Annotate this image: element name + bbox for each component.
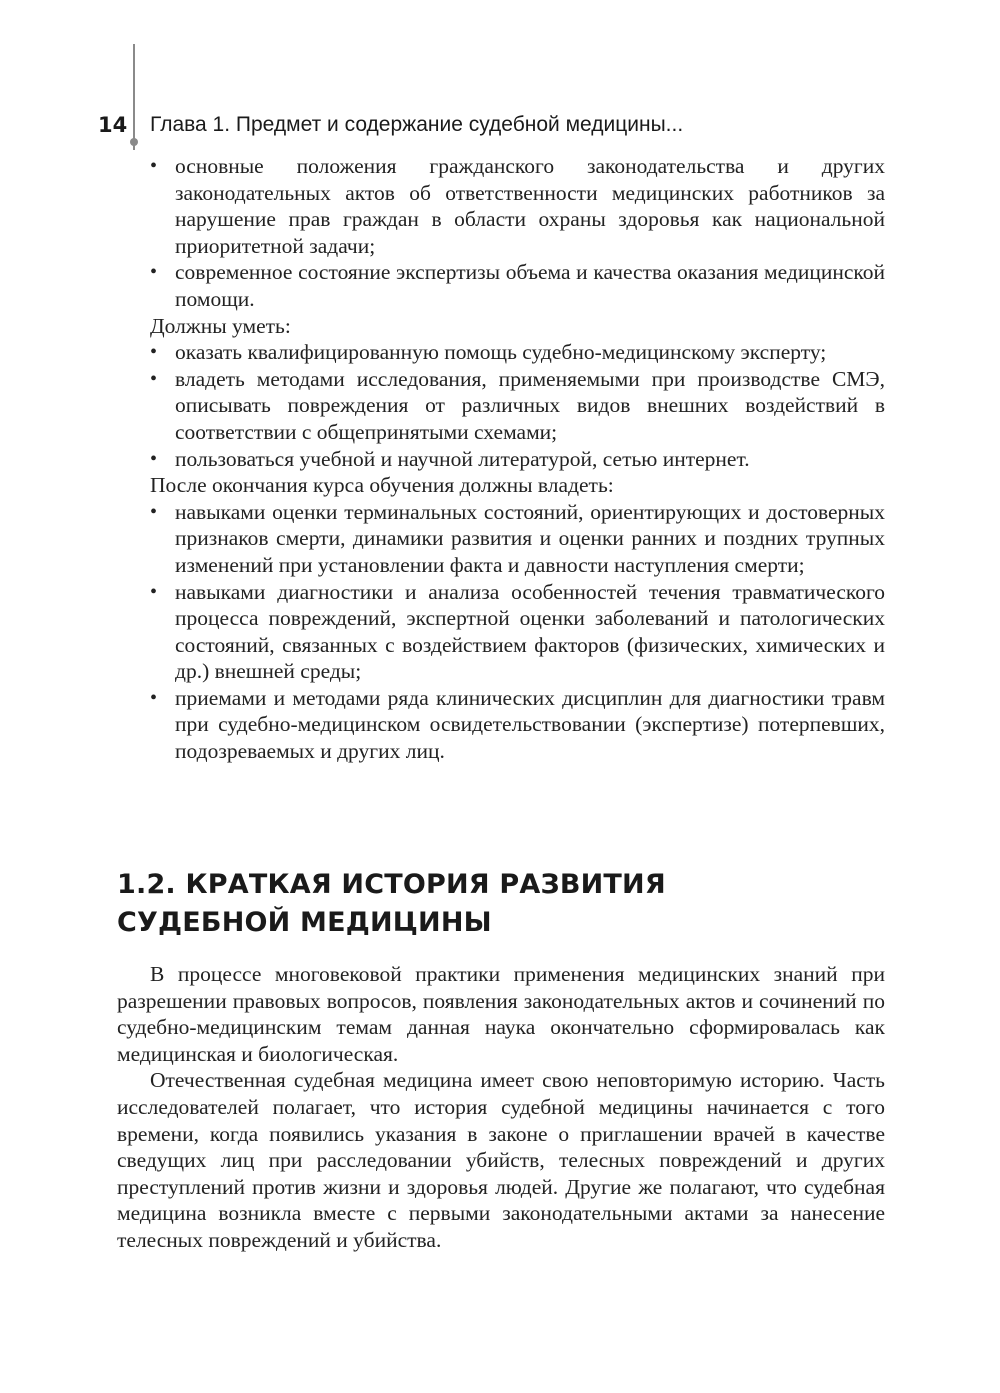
list-item-text: владеть методами исследования, применяемыми при производстве СМЭ, описывать повреждения от различных видов внешних воздействий в соответствии с общепринятыми схемами; bbox=[175, 366, 885, 444]
master-lead: После окончания курса обучения должны владеть: bbox=[150, 473, 614, 498]
list-item bbox=[150, 259, 885, 312]
list-item bbox=[150, 579, 885, 685]
section-heading bbox=[117, 866, 897, 942]
list-item bbox=[150, 499, 885, 579]
list-item bbox=[150, 153, 885, 259]
list-item-text: навыками оценки терминальных состояний, ориентирующих и достоверных признаков смерти, динамики развития и оценки ранних и поздних трупных изменений при установлении факта и давности наступления смерти; bbox=[175, 499, 885, 577]
section-heading-line-2: СУДЕБНОЙ МЕДИЦИНЫ bbox=[117, 907, 492, 938]
list-item-text: оказать квалифицированную помощь судебно-медицинскому эксперту; bbox=[175, 340, 827, 365]
list-item bbox=[150, 366, 885, 446]
paragraph: Отечественная судебная медицина имеет свою неповторимую историю. Часть исследователей полагает, что история судебной медицины начинается с того времени, когда появились указания в законе о приглашении врачей в качестве сведущих лиц при расследовании убийств, телесных повреждений и других преступлений против жизни и здоровья людей. Другие же полагают, что судебная медицина возникла вместе с первыми законодательными актами за нанесение телесных повреждений и убийства. bbox=[117, 1068, 885, 1252]
running-header-rule-dot bbox=[130, 138, 138, 146]
bullet-icon: • bbox=[150, 580, 158, 603]
skills-list bbox=[150, 339, 885, 472]
page-number: 14 bbox=[98, 113, 128, 137]
list-item-text: приемами и методами ряда клинических дисциплин для диагностики травм при судебно-медицинском освидетельствовании (экспертизе) потерпевших, подозреваемых и других лиц. bbox=[175, 685, 885, 764]
bullet-icon: • bbox=[150, 686, 158, 709]
list-item-text: основные положения гражданского законодательства и других законодательных актов об ответственности медицинских работников за нарушение прав граждан в области охраны здоровья как национальной приоритетной задачи; bbox=[175, 154, 885, 258]
bullet-icon: • bbox=[150, 367, 158, 390]
list-item-text: современное состояние экспертизы объема и качества оказания медицинской помощи. bbox=[175, 260, 885, 311]
section-heading-line-1: 1.2. КРАТКАЯ ИСТОРИЯ РАЗВИТИЯ bbox=[117, 869, 666, 900]
paragraph: В процессе многовековой практики применения медицинских знаний при разрешении правовых вопросов, появления законодательных актов и сочинений по судебно-медицинским темам данная наука окончательно сформировалась как медицинская и биологическая. bbox=[117, 962, 885, 1066]
bullet-icon: • bbox=[150, 155, 158, 177]
list-item bbox=[150, 685, 885, 765]
list-item bbox=[150, 446, 885, 473]
running-title: Глава 1. Предмет и содержание судебной медицины... bbox=[150, 113, 684, 136]
running-header-rule bbox=[133, 44, 135, 150]
know-list bbox=[150, 153, 885, 313]
bullet-icon: • bbox=[150, 261, 158, 284]
skills-lead: Должны уметь: bbox=[150, 313, 291, 338]
competencies-block bbox=[150, 153, 885, 765]
bullet-icon: • bbox=[150, 500, 158, 523]
bullet-icon: • bbox=[150, 447, 158, 470]
bullet-icon: • bbox=[150, 341, 158, 364]
list-item-text: навыками диагностики и анализа особенностей течения травматического процесса повреждений, экспертной оценки заболеваний и патологических состояний, связанных с воздействием факторов (физических, химических и др.) внешней среды; bbox=[175, 579, 885, 684]
list-item bbox=[150, 339, 885, 366]
list-item-text: пользоваться учебной и научной литературой, сетью интернет. bbox=[175, 446, 750, 471]
master-list bbox=[150, 499, 885, 765]
section-body bbox=[117, 961, 885, 1254]
